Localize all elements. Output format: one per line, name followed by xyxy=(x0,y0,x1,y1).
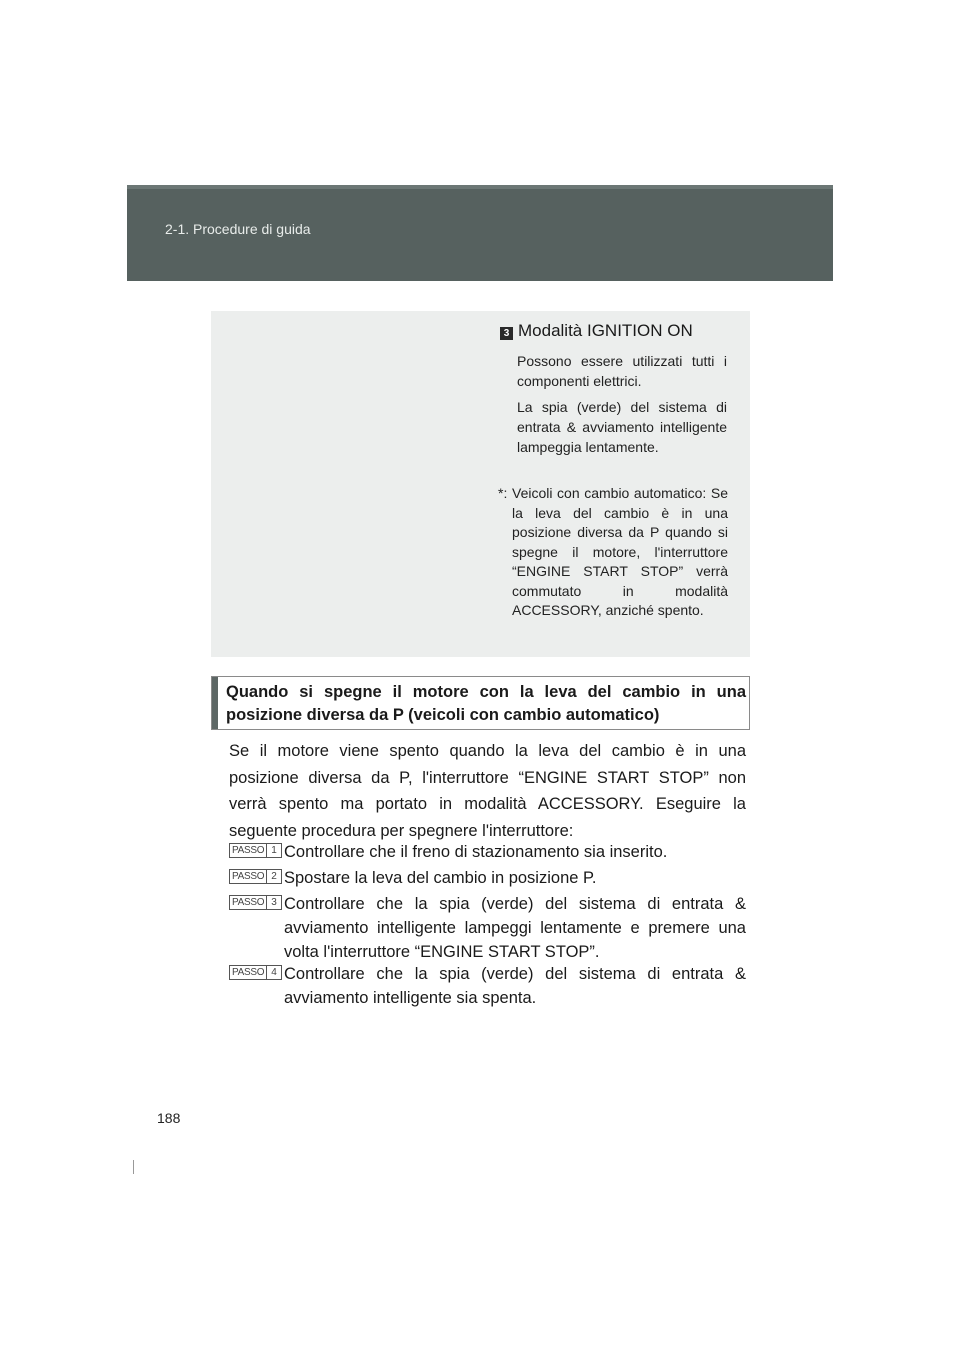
mode-title: Modalità IGNITION ON xyxy=(518,321,693,340)
step-2 xyxy=(229,866,746,890)
step-badge: PASSO 3 xyxy=(229,895,282,910)
header-top-strip xyxy=(127,185,833,189)
info-box xyxy=(211,311,750,657)
info-paragraph-1: Possono essere utilizzati tutti i componenti elettrici. xyxy=(517,353,727,389)
step-text: Controllare che la spia (verde) del sistema di entrata & avviamento intelligente sia spenta. xyxy=(284,965,746,1007)
footnote-mark: *: xyxy=(498,485,508,501)
mode-number-badge: 3 xyxy=(500,327,513,340)
heading-accent-bar xyxy=(212,677,218,729)
step-text: Controllare che il freno di stazionamento sia inserito. xyxy=(284,843,668,861)
step-1 xyxy=(229,840,746,864)
step-badge: PASSO 1 xyxy=(229,843,282,858)
step-3 xyxy=(229,892,746,964)
footnote-text: Veicoli con cambio automatico: Se la leva del cambio è in una posizione diversa da P quando si spegne il motore, l'interruttore “ENGINE START STOP” verrà commutato in modalità ACCESSORY, anziché spento. xyxy=(512,485,728,618)
step-text: Controllare che la spia (verde) del sistema di entrata & avviamento intelligente lampeggi lentamente e premere una volta l'interruttore “ENGINE START STOP”. xyxy=(284,895,746,961)
step-text: Spostare la leva del cambio in posizione P. xyxy=(284,869,597,887)
intro-paragraph: Se il motore viene spento quando la leva del cambio è in una posizione diversa da P, l'interruttore “ENGINE START STOP” non verrà spento ma portato in modalità ACCESSORY. Eseguire la seguente procedura per spegnere l'interruttore: xyxy=(229,742,746,840)
section-heading-box xyxy=(211,676,750,730)
margin-tick xyxy=(133,1160,134,1174)
chapter-header-bar xyxy=(127,185,833,281)
step-4 xyxy=(229,962,746,1010)
chapter-section-title: 2-1. Procedure di guida xyxy=(165,221,311,237)
info-paragraph-2: La spia (verde) del sistema di entrata & avviamento intelligente lampeggia lentamente. xyxy=(517,399,727,455)
footnote xyxy=(498,484,728,621)
section-heading: Quando si spegne il motore con la leva del cambio in una posizione diversa da P (veicoli con cambio automatico) xyxy=(226,683,746,724)
page-number: 188 xyxy=(157,1110,181,1126)
step-badge: PASSO 2 xyxy=(229,869,282,884)
step-badge: PASSO 4 xyxy=(229,965,282,980)
